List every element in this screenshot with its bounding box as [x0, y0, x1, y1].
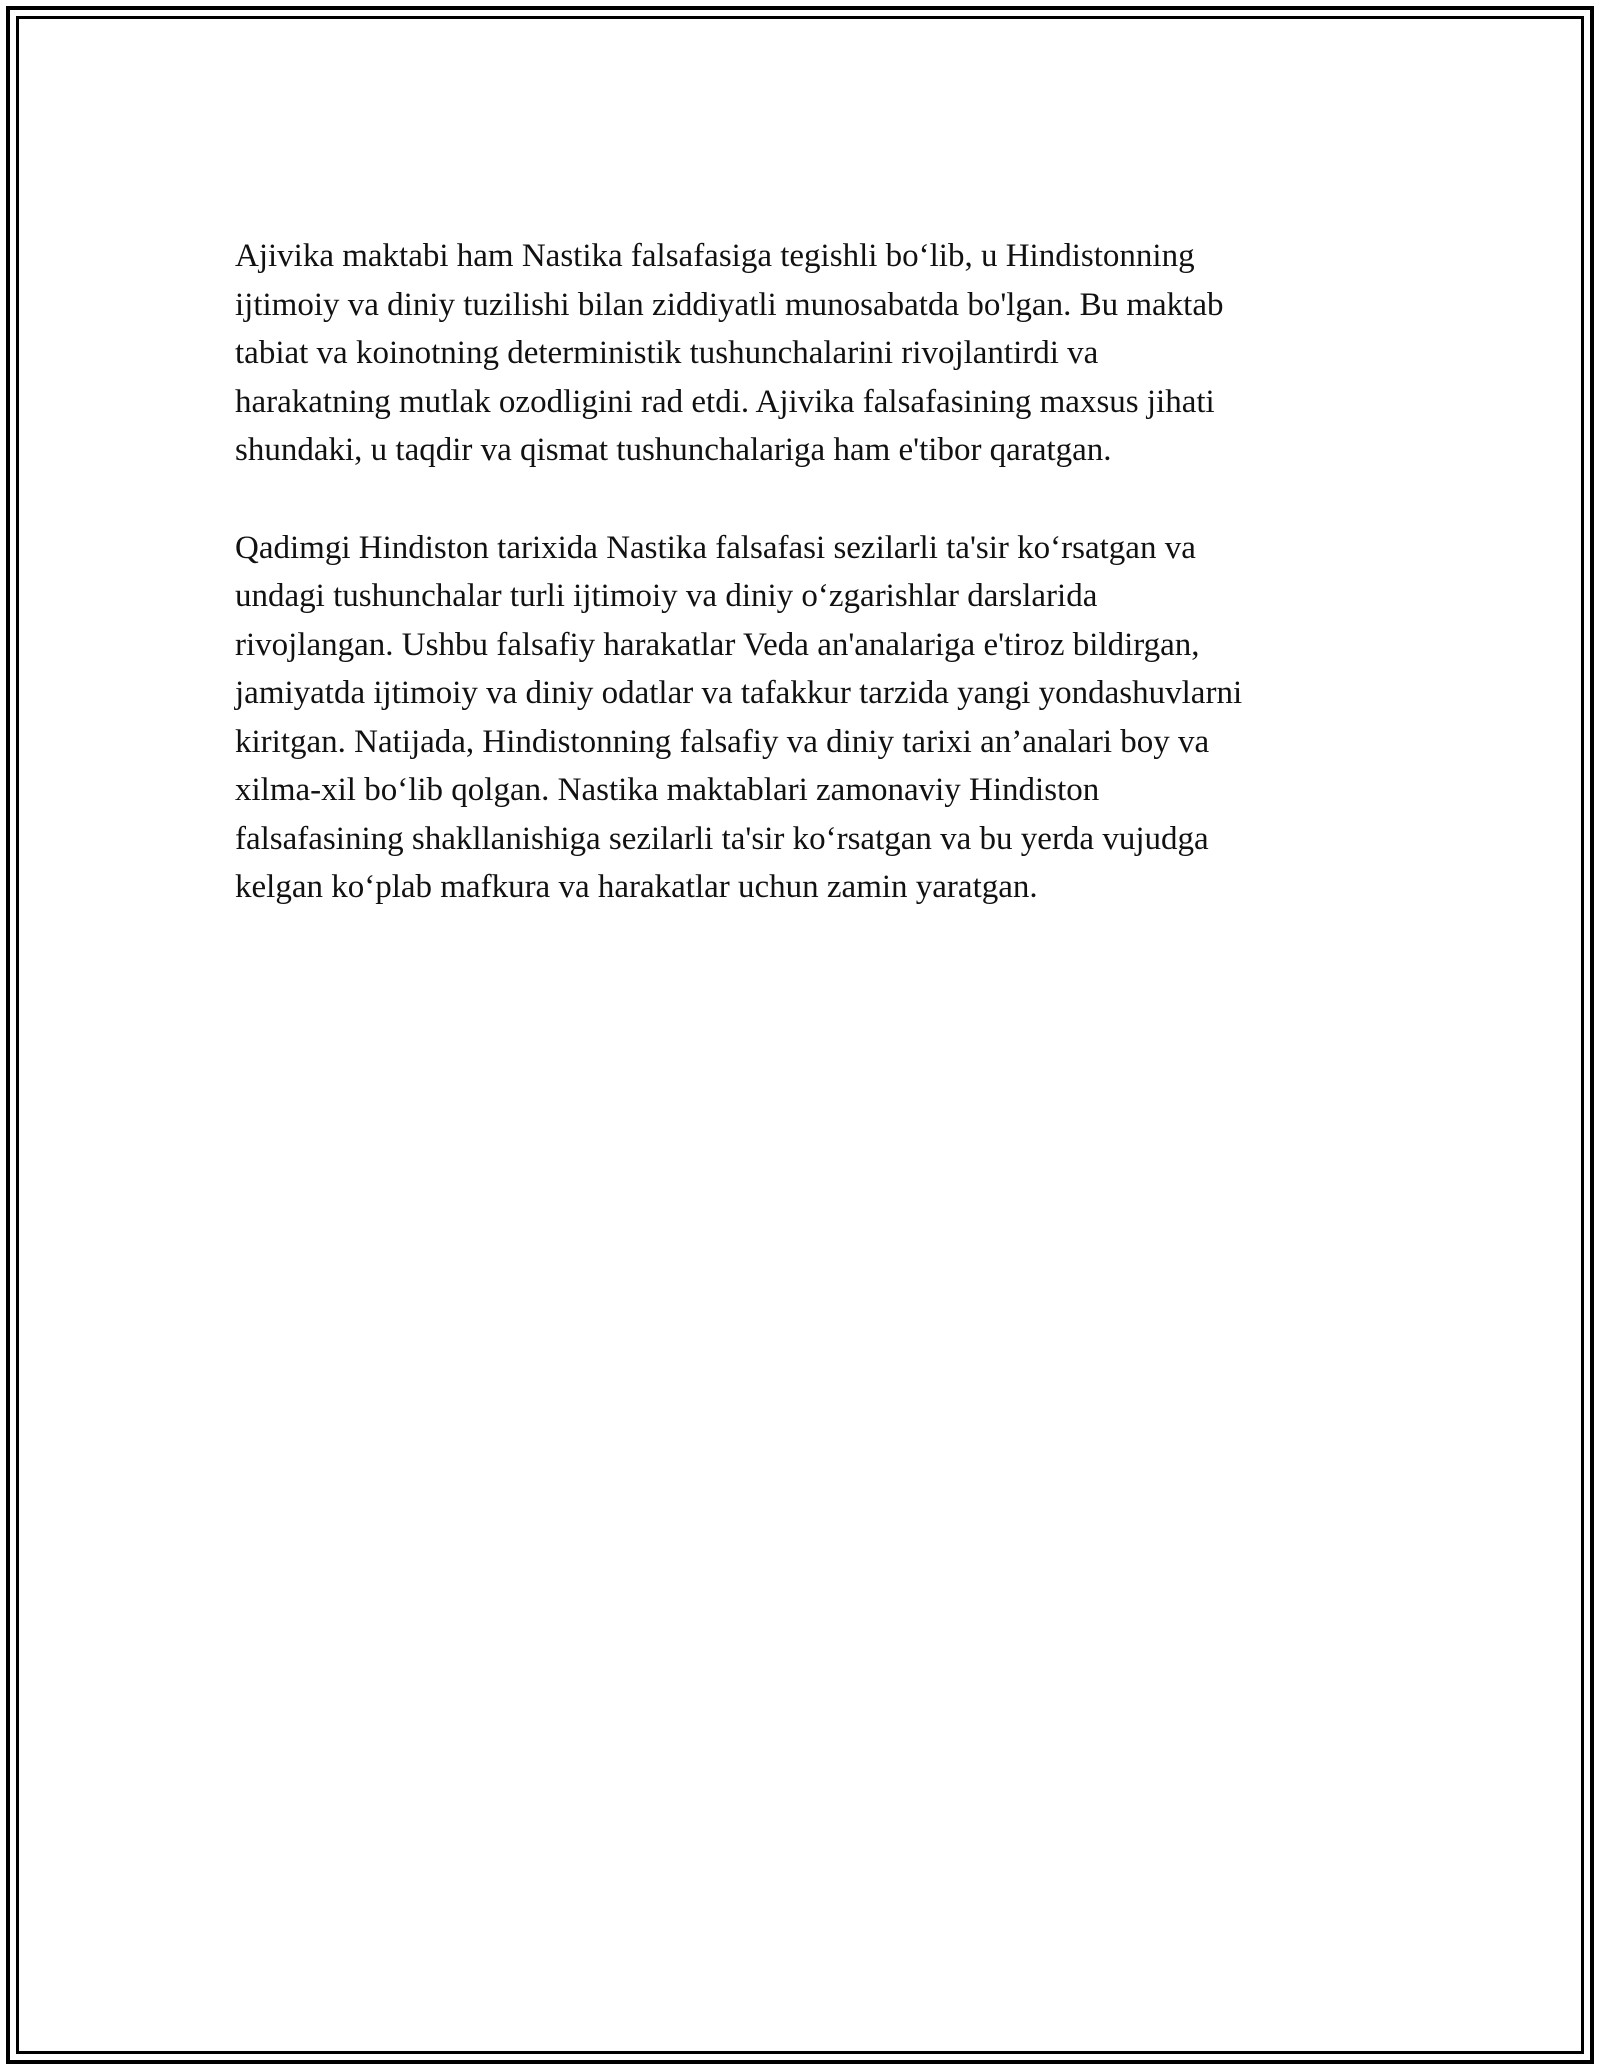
text-line: falsafasining shakllanishiga sezilarli ta'sir ko‘rsatgan va bu yerda vujudga: [235, 820, 1209, 857]
text-line: xilma-xil bo‘lib qolgan. Nastika maktablari zamonaviy Hindiston: [235, 772, 1100, 808]
text-line: jamiyatda ijtimoiy va diniy odatlar va tafakkur tarzida yangi yondashuvlarni: [235, 675, 1243, 711]
text-line: undagi tushunchalar turli ijtimoiy va diniy o‘zgarishlar darslarida: [235, 578, 1098, 614]
text-line: Qadimgi Hindiston tarixida Nastika falsafasi sezilarli ta'sir ko‘rsatgan va: [235, 529, 1196, 566]
text-line: shundaki, u taqdir va qismat tushunchalariga ham e'tibor qaratgan.: [235, 432, 1112, 468]
text-line: kelgan ko‘plab mafkura va harakatlar uchun zamin yaratgan.: [235, 869, 1038, 905]
document-body: [235, 232, 1365, 961]
text-line: kiritgan. Natijada, Hindistonning falsafiy va diniy tarixi an’analari boy va: [235, 723, 1210, 760]
text-line: harakatning mutlak ozodligini rad etdi. Ajivika falsafasining maxsus jihati: [235, 383, 1215, 420]
paragraph-nastika-history: [235, 524, 1365, 912]
paragraph-ajivika: [235, 232, 1365, 475]
text-line: ijtimoiy va diniy tuzilishi bilan ziddiyatli munosabatda bo'lgan. Bu maktab: [235, 286, 1224, 323]
text-line: Ajivika maktabi ham Nastika falsafasiga tegishli bo‘lib, u Hindistonning: [235, 238, 1195, 274]
text-line: rivojlangan. Ushbu falsafiy harakatlar Veda an'analariga e'tiroz bildirgan,: [235, 626, 1200, 663]
text-line: tabiat va koinotning deterministik tushunchalarini rivojlantirdi va: [235, 335, 1099, 371]
